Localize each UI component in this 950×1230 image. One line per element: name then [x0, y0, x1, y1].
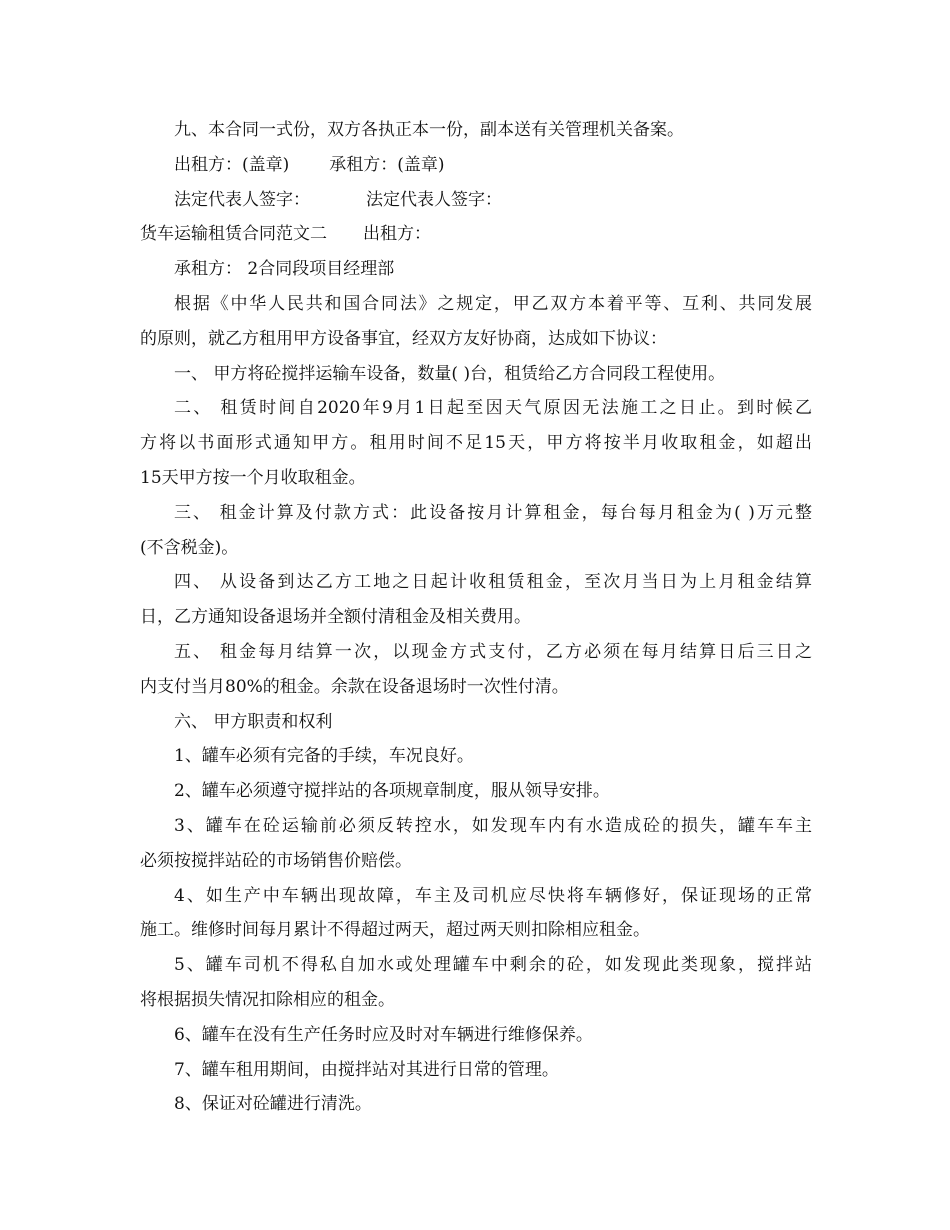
lessor-label: 出租方：	[363, 224, 431, 245]
item-4-line-1: 4、如生产中车辆出现故障，车主及司机应尽快将车辆修好，保证现场的正常	[174, 885, 812, 906]
article-one-line: 一、 甲方将砼搅拌运输车设备，数量( )台，租赁给乙方合同段工程使用。	[174, 363, 726, 384]
lessor-seal: 出租方：(盖章)	[174, 154, 290, 175]
article-four-line-2: 日，乙方通知设备退场并全额付清租金及相关费用。	[140, 607, 531, 628]
article-three-line-2: (不含税金)。	[140, 537, 239, 558]
item-7: 7、罐车租用期间，由搅拌站对其进行日常的管理。	[174, 1059, 559, 1080]
article-six-heading: 六、 甲方职责和权利	[174, 711, 333, 732]
item-5-line-2: 将根据损失情况扣除相应的租金。	[140, 989, 395, 1010]
lessor-signature: 法定代表人签字：	[174, 189, 310, 210]
article-four-line-1: 四、 从设备到达乙方工地之日起计收租赁租金，至次月当日为上月租金结算	[174, 572, 812, 593]
article-two-line-3: 15天甲方按一个月收取租金。	[140, 467, 366, 488]
intro-line-2: 的原则，就乙方租用甲方设备事宜，经双方友好协商，达成如下协议：	[140, 328, 667, 349]
item-5-line-1: 5、罐车司机不得私自加水或处理罐车中剩余的砼，如发现此类现象，搅拌站	[174, 955, 812, 976]
seal-line	[140, 148, 812, 183]
clause-nine-line: 九、本合同一式份，双方各执正本一份，副本送有关管理机关备案。	[174, 120, 684, 140]
item-6: 6、罐车在没有生产任务时应及时对车辆进行维修保养。	[174, 1024, 593, 1045]
item-2: 2、罐车必须遵守搅拌站的各项规章制度，服从领导安排。	[174, 781, 610, 802]
item-8: 8、保证对砼罐进行清洗。	[174, 1094, 372, 1115]
intro-line-1: 根据《中华人民共和国合同法》之规定，甲乙双方本着平等、互利、共同发展	[174, 293, 812, 314]
article-two-line-1: 二、 租赁时间自2020年9月1日起至因天气原因无法施工之日止。到时候乙	[174, 398, 812, 419]
article-three-line-1: 三、 租金计算及付款方式：此设备按月计算租金，每台每月租金为( )万元整	[174, 502, 812, 523]
article-two-line-2: 方将以书面形式通知甲方。租用时间不足15天，甲方将按半月收取租金，如超出	[140, 433, 812, 454]
lessee-signature: 法定代表人签字：	[366, 189, 502, 210]
section-title: 货车运输租赁合同范文二	[140, 224, 327, 245]
item-1: 1、罐车必须有完备的手续，车况良好。	[174, 746, 474, 767]
section-title-line	[140, 217, 812, 252]
item-3-line-2: 必须按搅拌站砼的市场销售价赔偿。	[140, 850, 412, 871]
item-3-line-1: 3、罐车在砼运输前必须反转控水，如发现车内有水造成砼的损失，罐车车主	[174, 815, 812, 836]
document-body	[140, 113, 812, 1122]
article-five-line-1: 五、 租金每月结算一次，以现金方式支付，乙方必须在每月结算日后三日之	[174, 641, 812, 662]
item-4-line-2: 施工。维修时间每月累计不得超过两天，超过两天则扣除相应租金。	[140, 920, 650, 941]
lessee-line: 承租方： 2合同段项目经理部	[174, 259, 395, 280]
signature-line	[140, 183, 812, 218]
article-five-line-2: 内支付当月80%的租金。余款在设备退场时一次性付清。	[140, 676, 569, 697]
lessee-seal: 承租方：(盖章)	[329, 154, 445, 175]
